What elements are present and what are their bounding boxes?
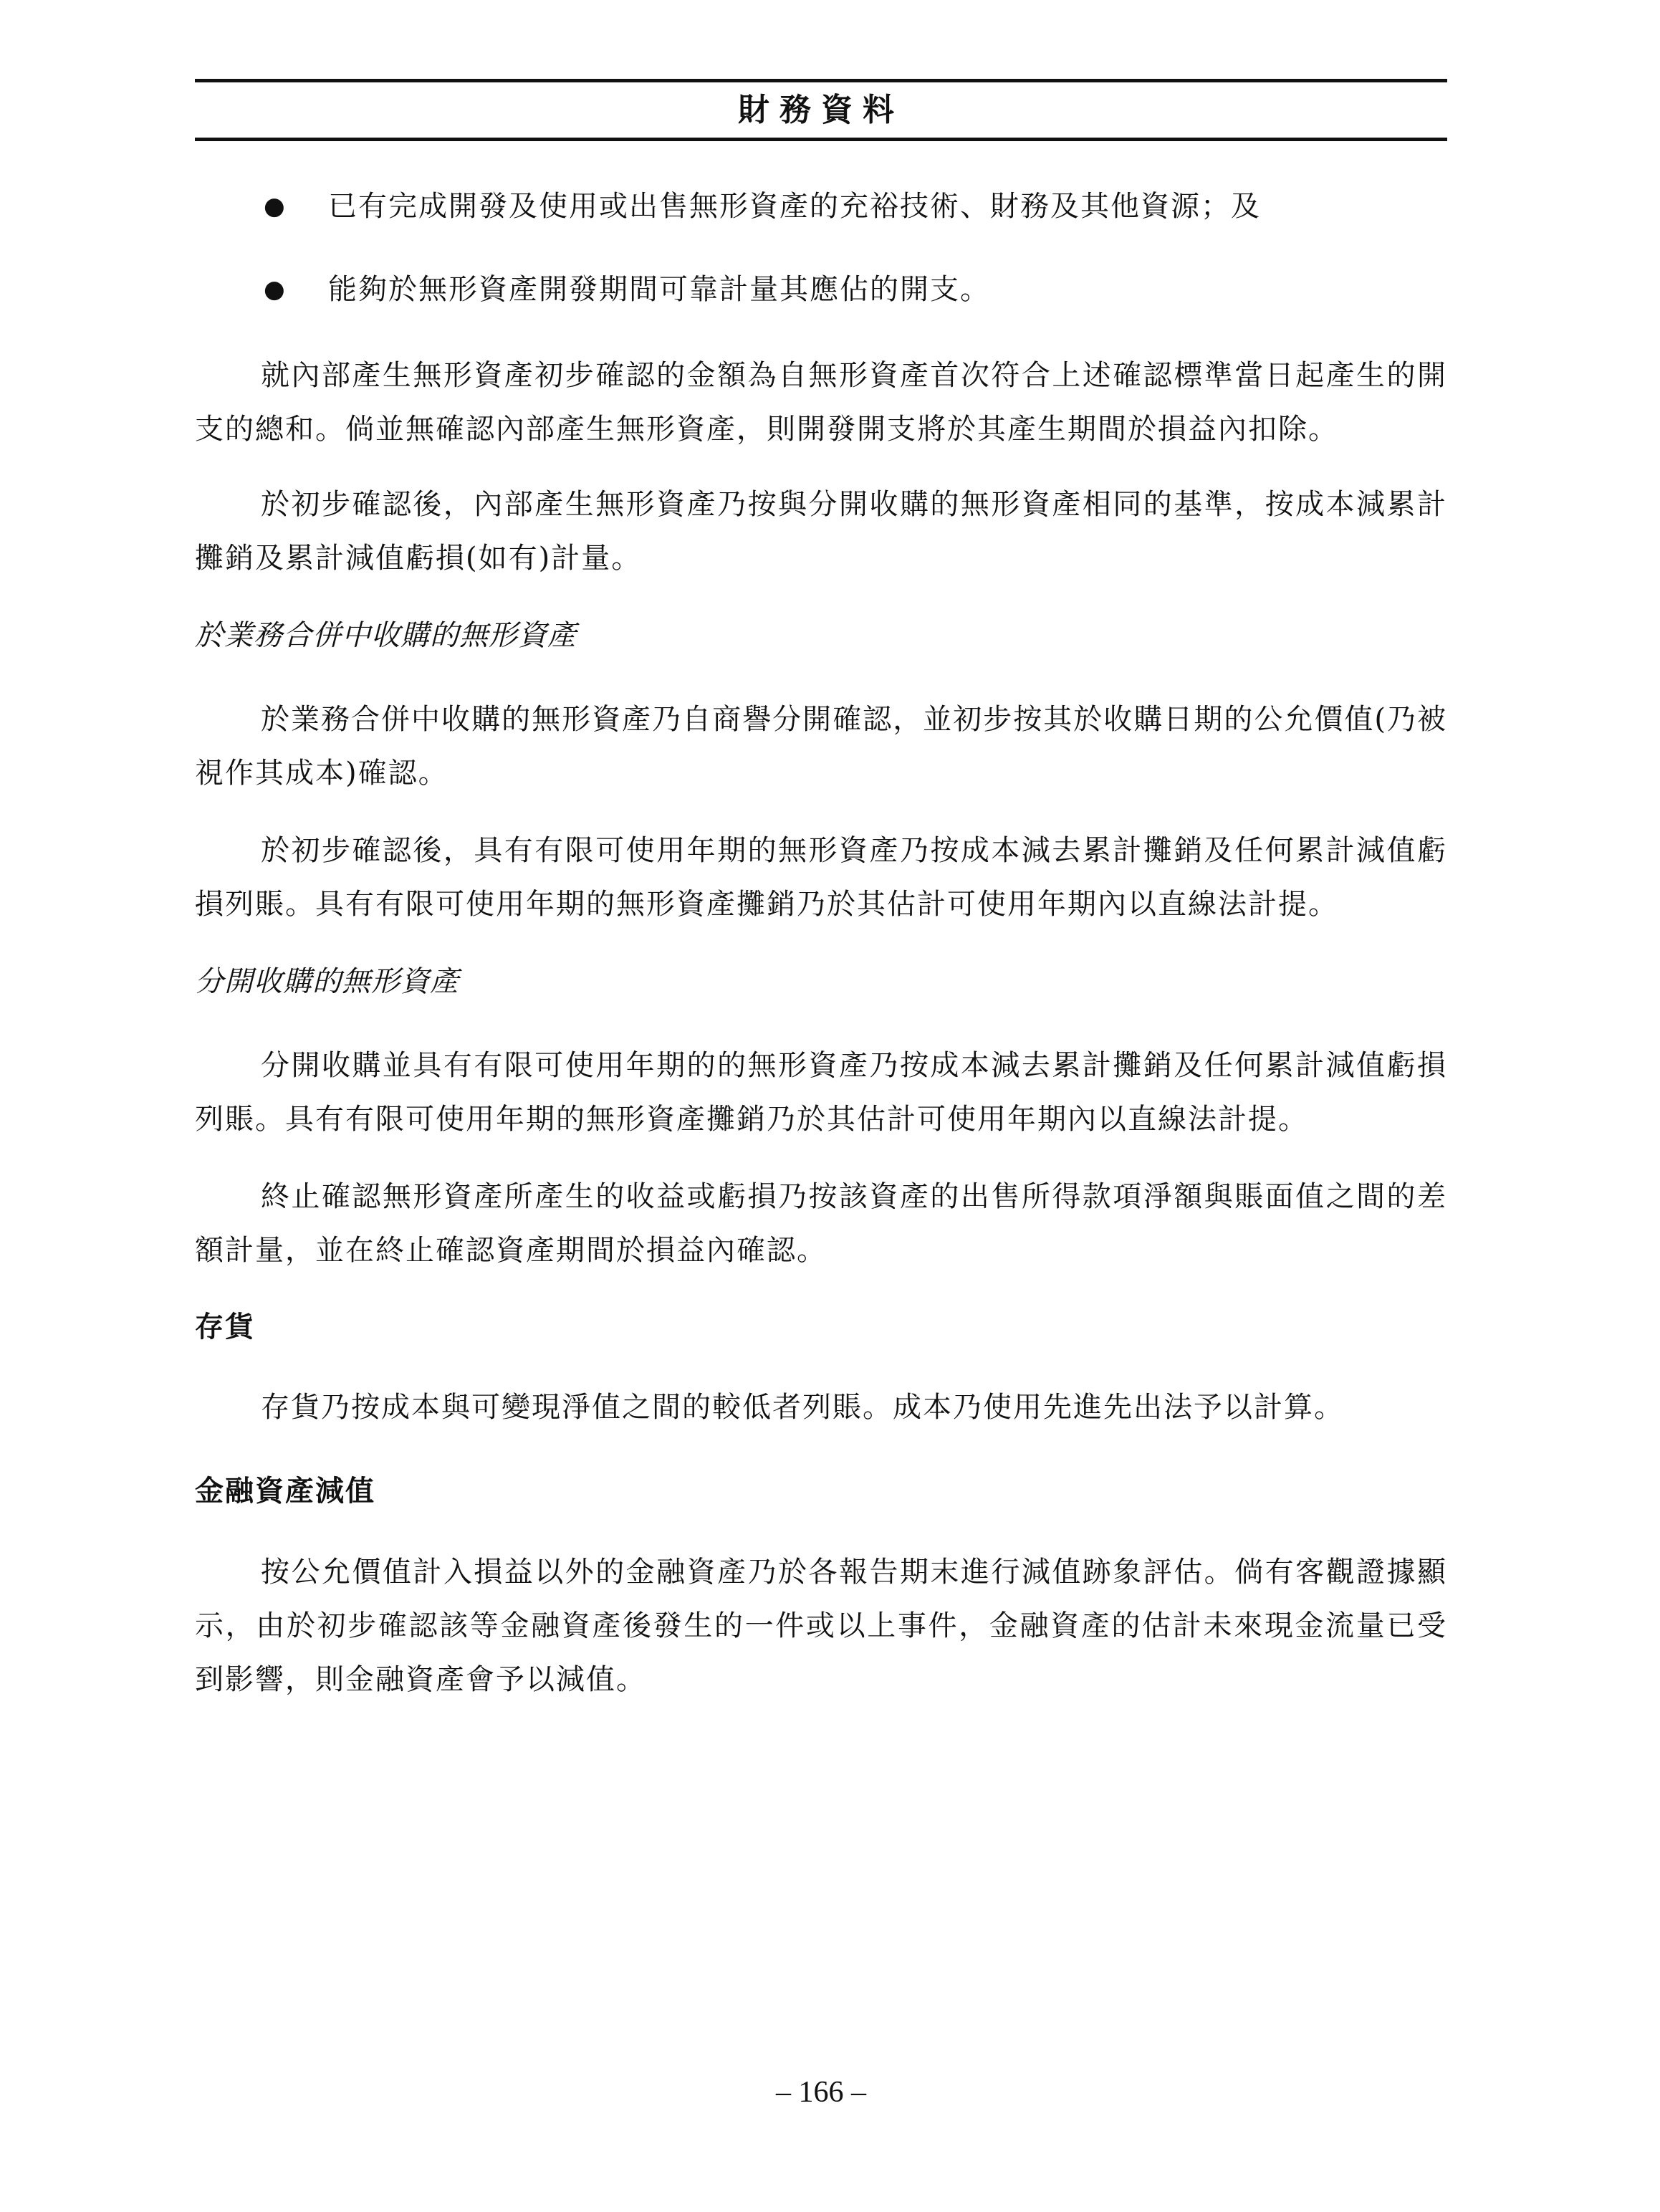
subheading-impairment: 金融資產減值 bbox=[195, 1474, 375, 1508]
paragraph-impairment: 按公允價值計入損益以外的金融資產乃於各報告期末進行減值跡象評估。倘有客觀證據顯示，由於初步確認該等金融資產後發生的一件或以上事件，金融資產的估計未來現金流量已受到影響，則金融資產會予以減值。 bbox=[195, 1556, 1447, 1696]
subheading-separately-acquired: 分開收購的無形資產 bbox=[195, 965, 459, 998]
subheading-inventories: 存貨 bbox=[195, 1310, 255, 1344]
page-header-title: 財務資料 bbox=[738, 92, 904, 128]
subheading-business-combination: 於業務合併中收購的無形資產 bbox=[195, 619, 577, 652]
document-page bbox=[195, 0, 1447, 2212]
bullet-dot-icon: ● bbox=[264, 275, 287, 304]
paragraph-inventories: 存貨乃按成本與可變現淨值之間的較低者列賬。成本乃使用先進先出法予以計算。 bbox=[261, 1391, 1344, 1424]
header-top-rule bbox=[195, 79, 1447, 82]
paragraph-internal-initial-recognition: 就內部產生無形資產初步確認的金額為自無形資產首次符合上述確認標準當日起產生的開支的總和。倘並無確認內部產生無形資產，則開發開支將於其產生期間於損益內扣除。 bbox=[195, 359, 1447, 446]
paragraph-business-combination-recognition: 於業務合併中收購的無形資產乃自商譽分開確認，並初步按其於收購日期的公允價值(乃被視作其成本)確認。 bbox=[195, 703, 1447, 790]
page-number: – 166 – bbox=[776, 2076, 866, 2109]
bullet-dot-icon: ● bbox=[264, 192, 287, 221]
paragraph-business-combination-subsequent: 於初步確認後，具有有限可使用年期的無形資產乃按成本減去累計攤銷及任何累計減值虧損列賬。具有有限可使用年期的無形資產攤銷乃於其估計可使用年期內以直線法計提。 bbox=[195, 834, 1447, 921]
header-bottom-rule bbox=[195, 138, 1447, 141]
bullet-text: 已有完成開發及使用或出售無形資產的充裕技術、財務及其他資源；及 bbox=[328, 190, 1261, 223]
paragraph-separately-acquired: 分開收購並具有有限可使用年期的的無形資產乃按成本減去累計攤銷及任何累計減值虧損列賬。具有有限可使用年期的無形資產攤銷乃於其估計可使用年期內以直線法計提。 bbox=[195, 1049, 1447, 1136]
bullet-text: 能夠於無形資產開發期間可靠計量其應佔的開支。 bbox=[328, 273, 990, 306]
paragraph-derecognition: 終止確認無形資產所產生的收益或虧損乃按該資產的出售所得款項淨額與賬面值之間的差額計量，並在終止確認資產期間於損益內確認。 bbox=[195, 1180, 1447, 1267]
paragraph-internal-subsequent: 於初步確認後，內部產生無形資產乃按與分開收購的無形資產相同的基準，按成本減累計攤銷及累計減值虧損(如有)計量。 bbox=[195, 488, 1447, 575]
